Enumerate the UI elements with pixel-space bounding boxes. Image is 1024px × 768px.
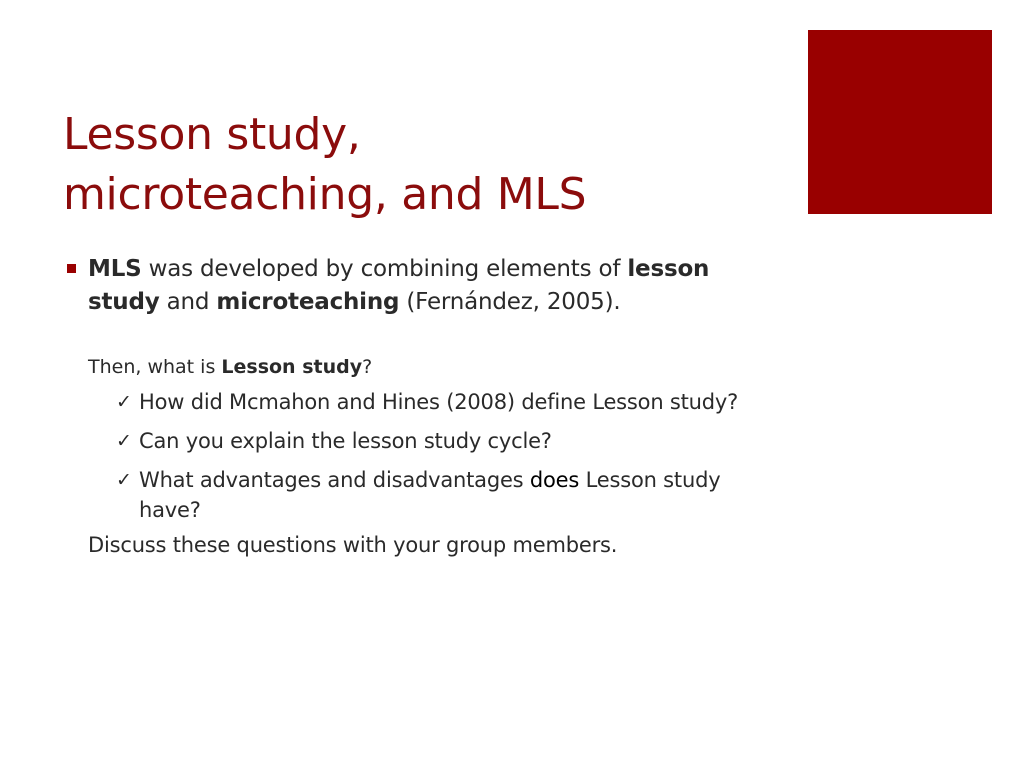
check-text: Can you explain the lesson study cycle? [139,429,552,453]
checkmark-icon: ✓ [116,391,132,413]
bullet-and: and [159,289,217,315]
check-item [64,426,759,456]
check-text-before: What advantages and disadvantages [139,468,530,492]
bullet-text-2: (Fernández, 2005). [399,289,621,315]
question-bold: Lesson study [221,356,363,378]
checkmark-icon: ✓ [116,430,132,452]
discuss-line: Discuss these questions with your group members. [88,533,618,557]
term-mls: MLS [88,256,142,282]
bullet-text-1: was developed by combining elements of [141,256,628,282]
main-bullet [64,253,784,319]
check-item [64,465,759,525]
question-prefix: Then, what is [88,356,222,378]
check-item [64,387,759,417]
accent-square [808,30,992,214]
slide-title [63,105,783,225]
square-bullet-icon [67,264,76,273]
question-suffix: ? [362,356,373,378]
check-text: How did Mcmahon and Hines (2008) define Lesson study? [139,390,739,414]
check-text-after: Lesson study have? [139,468,721,522]
check-list [64,387,784,525]
question-line [64,353,784,381]
title-line-2: microteaching, and MLS [63,169,587,220]
check-text-does: does [529,468,580,492]
term-microteaching: microteaching [216,289,400,315]
term-lesson-study: lesson study [88,256,710,315]
title-line-1: Lesson study, [63,109,361,160]
checkmark-icon: ✓ [116,469,132,491]
slide-body [64,253,784,560]
